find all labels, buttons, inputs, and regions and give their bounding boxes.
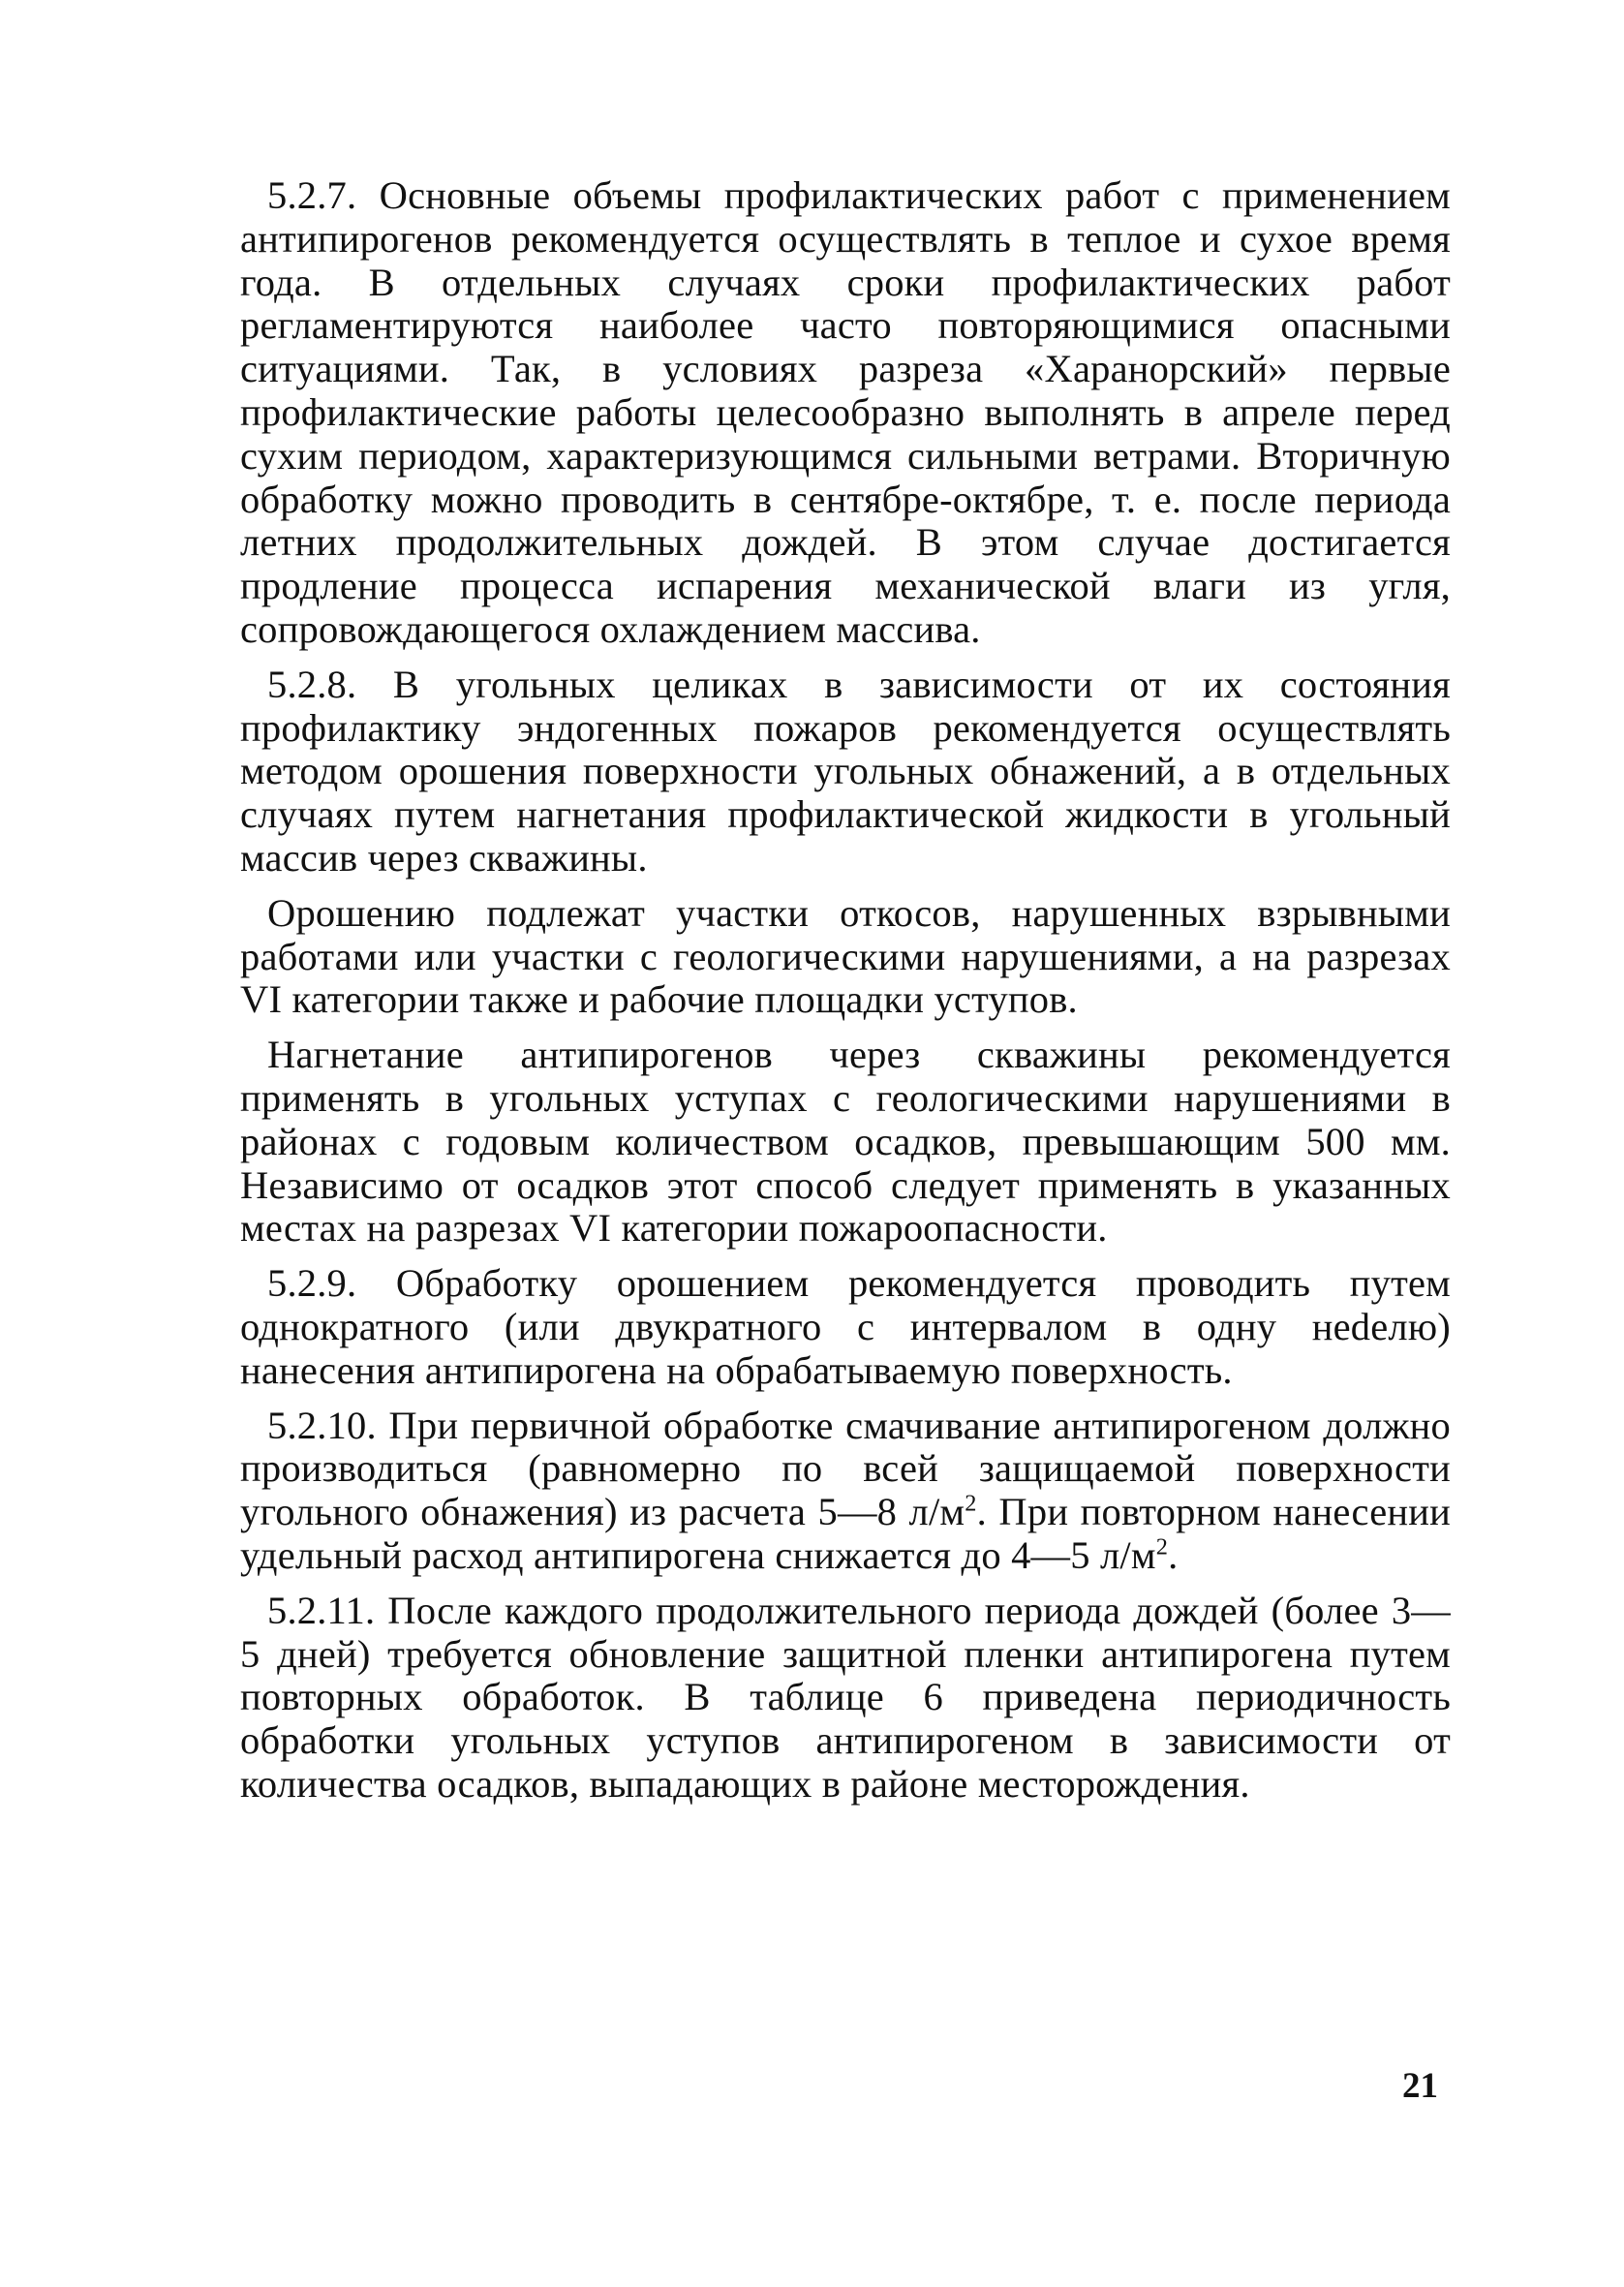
paragraph-irrigation: Орошению подлежат участки откосов, нарушенных взрывными работами или участки с геологическими нарушениями, а на разрезах VI категории также и рабочие площадки уступов. xyxy=(240,890,1451,1022)
paragraph-5-2-10 xyxy=(240,1405,1451,1578)
superscript-2: 2 xyxy=(1155,1533,1169,1561)
page-body xyxy=(240,174,1451,1818)
superscript-2: 2 xyxy=(965,1490,977,1517)
paragraph-5-2-7: 5.2.7. Основные объемы профилактических работ с применением антипирогенов рекомендуется осуществлять в теплое и сухое время года. В отдельных случаях сроки профилактических работ регламентируются наиболее часто повторяющимися опасными ситуациями. Так, в условиях разреза «Харанорский» первые профилактические работы целесообразно выполнять в апреле перед сухим периодом, характеризующимся сильными ветрами. Вторичную обработку можно проводить в сентябре-октябре, т. е. после периода летних продолжительных дождей. В этом случае достигается продление процесса испарения механической влаги из угля, сопровождающегося охлаждением массива. xyxy=(240,173,1451,651)
paragraph-5-2-11: 5.2.11. После каждого продолжительного периода дождей (более 3—5 дней) требуется обновление защитной пленки антипирогена путем повторных обработок. В таблице 6 приведена периодичность обработки угольных уступов антипирогеном в зависимости от количества осадков, выпадающих в районе месторождения. xyxy=(240,1588,1451,1806)
paragraph-injection: Нагнетание антипирогенов через скважины рекомендуется применять в угольных уступах с геологическими нарушениями в районах с годовым количеством осадков, превышающим 500 мм. Независимо от осадков этот способ следует применять в указанных местах на разрезах VI категории пожароопасности. xyxy=(240,1033,1451,1251)
paragraph-5-2-10-text-1: 5.2.10. При первичной обработке смачивание антипирогеном должно производиться (равномерно по всей защищаемой поверхности угольного обнажения) из расчета 5—8 л/м xyxy=(240,1403,1451,1534)
page-number: 21 xyxy=(1402,2066,1438,2106)
paragraph-5-2-9: 5.2.9. Обработку орошением рекомендуется проводить путем однократного (или двукратного с интервалом в одну неdелю) нанесения антипирогена на обрабатываемую поверхность. xyxy=(240,1261,1451,1392)
paragraph-5-2-10-text-3: . xyxy=(1168,1532,1179,1577)
paragraph-5-2-10-text-2: . При повторном нанесении удельный расход антипирогена снижается до 4—5 л/м xyxy=(240,1490,1452,1577)
paragraph-5-2-8: 5.2.8. В угольных целиках в зависимости от их состояния профилактику эндогенных пожаров рекомендуется осуществлять методом орошения поверхности угольных обнажений, а в отдельных случаях путем нагнетания профилактической жидкости в угольный массив через скважины. xyxy=(240,662,1451,880)
